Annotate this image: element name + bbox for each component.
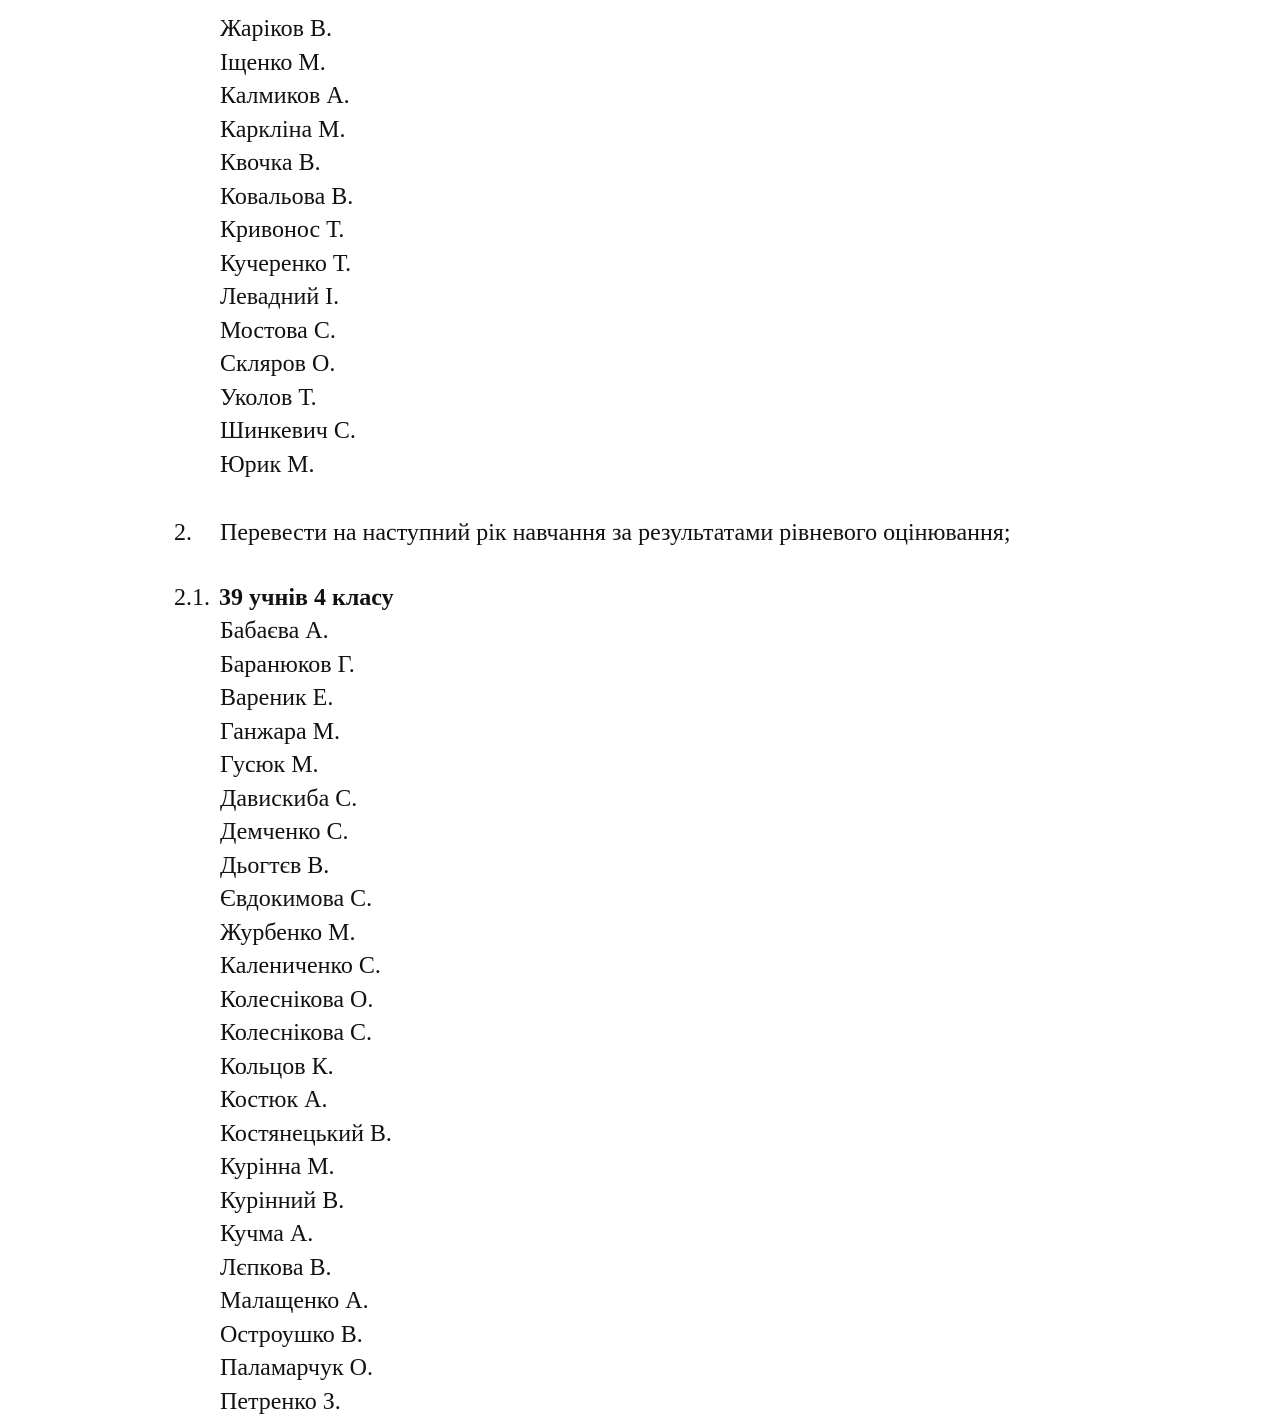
- list-item: Кольцов К.: [220, 1053, 334, 1080]
- list-item: Демченко С.: [220, 819, 349, 845]
- list-item: Ковальова В.: [220, 183, 354, 210]
- item-number: 2.: [174, 520, 192, 546]
- list-item: Давискиба С.: [220, 785, 358, 812]
- list-item: Каркліна М.: [220, 116, 346, 143]
- list-item: Остроушко В.: [220, 1321, 363, 1348]
- list-item: Уколов Т.: [220, 384, 317, 411]
- list-item: Левадний І.: [220, 284, 340, 310]
- list-item: Іщенко М.: [220, 49, 326, 76]
- list-item: Малащенко А.: [220, 1288, 369, 1314]
- list-item: Євдокимова С.: [220, 886, 373, 912]
- numbered-item-2-1: [174, 581, 394, 615]
- grade-4-student-list: [220, 615, 392, 1419]
- item-text: Перевести на наступний рік навчання за результатами рівневого оцінювання;: [220, 520, 1011, 546]
- list-item: Колеснікова С.: [220, 1020, 373, 1046]
- list-item: Петренко З.: [220, 1388, 341, 1415]
- list-item: Баранюков Г.: [220, 651, 355, 678]
- list-item: Лєпкова В.: [220, 1254, 332, 1281]
- numbered-item-2: [174, 516, 1011, 550]
- list-item: Калмиков А.: [220, 83, 350, 109]
- list-item: Кучма А.: [220, 1221, 314, 1247]
- list-item: Дьогтєв В.: [220, 852, 330, 879]
- list-item: Квочка В.: [220, 150, 321, 176]
- list-item: Жаріков В.: [220, 16, 333, 42]
- list-item: Мостова С.: [220, 317, 336, 344]
- list-item: Журбенко М.: [220, 919, 356, 946]
- list-item: Калениченко С.: [220, 953, 381, 979]
- list-item: Курінний В.: [220, 1187, 345, 1214]
- list-item: Кучеренко Т.: [220, 250, 352, 277]
- item-heading: 39 учнів 4 класу: [219, 585, 394, 611]
- list-item: Скляров О.: [220, 351, 336, 377]
- list-item: Кривонос Т.: [220, 217, 345, 243]
- list-item: Ганжара М.: [220, 718, 340, 745]
- list-item: Бабаєва А.: [220, 618, 329, 644]
- list-item: Колеснікова О.: [220, 986, 374, 1013]
- list-item: Костянецький В.: [220, 1120, 392, 1147]
- list-item: Гусюк М.: [220, 752, 319, 778]
- item-number: 2.1.: [174, 585, 210, 611]
- list-item: Курінна М.: [220, 1154, 335, 1180]
- list-item: Костюк А.: [220, 1087, 328, 1113]
- list-item: Паламарчук О.: [220, 1355, 373, 1381]
- list-item: Юрик М.: [220, 451, 315, 478]
- list-item: Шинкевич С.: [220, 418, 356, 444]
- continued-student-list: [220, 13, 356, 482]
- list-item: Вареник Е.: [220, 685, 334, 711]
